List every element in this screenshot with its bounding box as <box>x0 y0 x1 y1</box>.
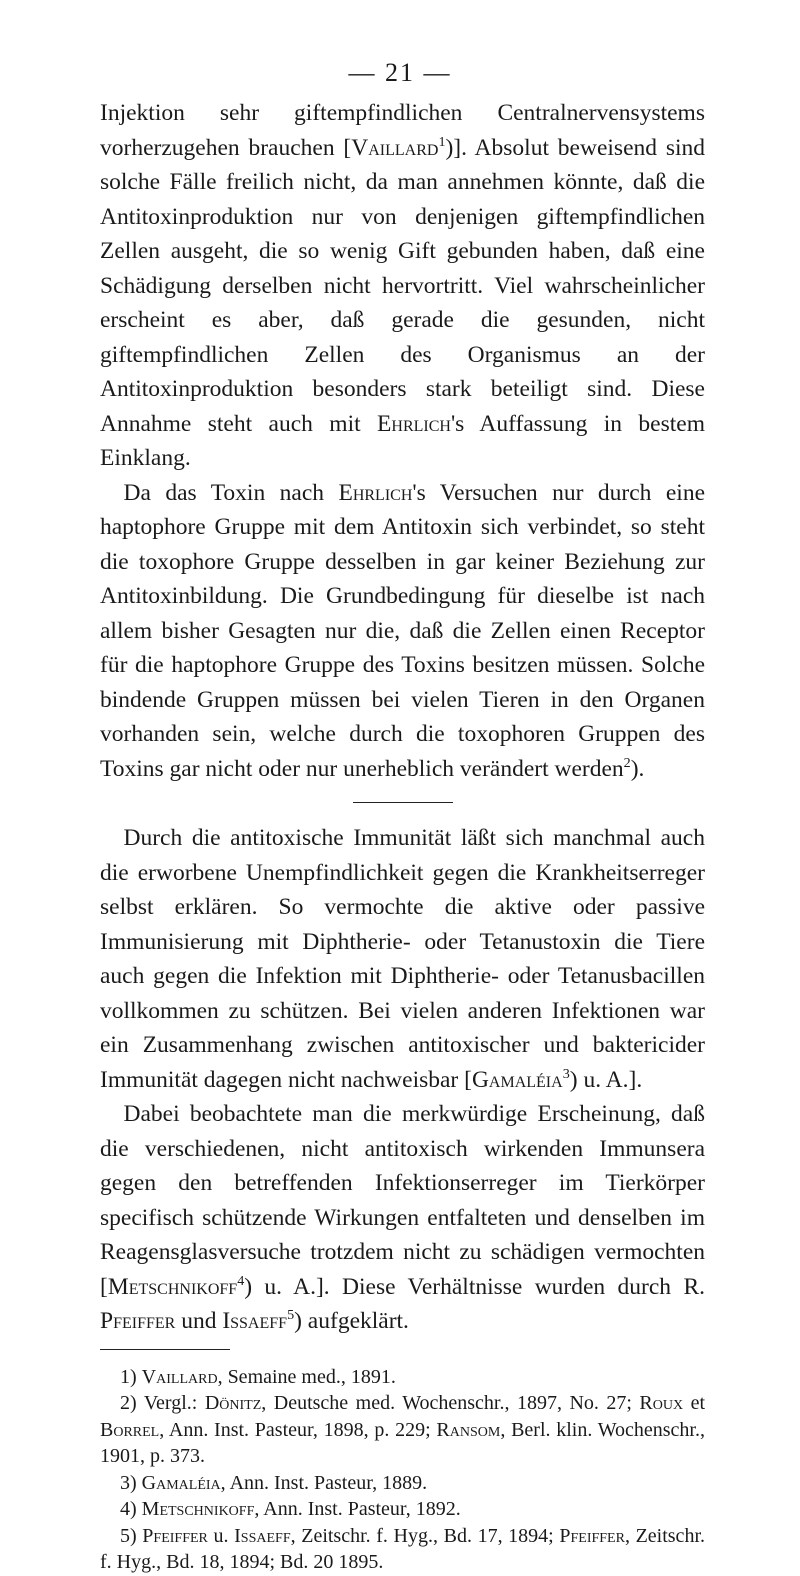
footnote-mark: 2) <box>120 1392 137 1414</box>
author-name: Ehrlich <box>338 479 413 506</box>
text-run: )]. Absolut beweisend sind solche Fälle freilich nicht, da man annehmen könnte, daß die Antitoxinproduktion nur von denjenigen giftempfindlichen Zellen ausgeht, die so wenig Gift gebunden haben, daß eine Schädigung derselben nicht hervortritt. Viel wahrscheinlicher erscheint es aber, daß gerade die gesunden, nicht giftempfindlichen Zellen des Organismus an der Antitoxinproduktion besonders stark beteiligt sind. Diese Annahme steht auch mit <box>100 134 706 437</box>
author-name: Metschnikoff <box>107 1273 238 1300</box>
footnote-divider <box>100 1349 230 1350</box>
text-run: Durch die antitoxische Immunität läßt sich manchmal auch die erworbene Unempfindlichkeit gegen die Krankheitserreger selbst erklären. So vermochte die aktive oder passive Immunisierung mit Diphtherie- oder Tetanustoxin die Tiere auch gegen die Infektion mit Diphtherie- oder Tetanusbacillen vollkommen zu schützen. Bei vielen anderen Infektionen war ein Zusammenhang zwischen antitoxischer und baktericider Immunität dagegen nicht nachweisbar [ <box>100 825 705 1093</box>
author-name: Dönitz <box>204 1392 262 1414</box>
author-name: Vaillard <box>141 1365 218 1388</box>
footnote-ref: 3 <box>562 1065 570 1082</box>
text-run: ). <box>630 755 645 782</box>
author-name: Vaillard <box>351 134 439 161</box>
footnote-4 <box>100 1496 705 1523</box>
text-run: Injektion sehr giftempfindlichen Centralnervensystems vorherzugehen brauchen [ <box>100 100 705 161</box>
footnote-ref: 5 <box>287 1307 295 1324</box>
paragraph-2 <box>100 476 705 787</box>
text-run: Vergl.: <box>143 1392 205 1414</box>
author-name: Gamaléia <box>471 1066 563 1093</box>
paragraph-4 <box>100 1097 705 1339</box>
text-run: , Zeitschr. f. Hyg., Bd. 18, 1894; Bd. 20 1895. <box>100 1524 705 1573</box>
text-run: Dabei beobachtete man die merkwürdige Erscheinung, daß die verschiedenen, nicht antitoxisch wirkenden Immunsera gegen den betreffenden Infektionserreger im Tierkörper specifisch schützende Wirkungen entfalteten und denselben im Reagensglasversuche trotzdem nicht zu schädigen vermochten [ <box>100 1101 705 1300</box>
author-name: Pfeiffer <box>559 1524 625 1547</box>
author-name: Issaeff <box>222 1308 288 1334</box>
body-text <box>100 96 705 1576</box>
footnote-5 <box>100 1523 705 1576</box>
paragraph-3 <box>100 821 705 1097</box>
paragraph-1 <box>100 96 705 476</box>
footnote-mark: 4) <box>120 1498 137 1520</box>
text-run: , Berl. klin. Wochenschr., 1901, p. 373. <box>100 1418 705 1467</box>
author-name: Pfeiffer <box>142 1524 208 1547</box>
footnote-ref: 4 <box>237 1272 245 1289</box>
section-divider <box>353 802 453 803</box>
text-run: ) aufgeklärt. <box>294 1308 409 1334</box>
footnotes <box>100 1364 705 1576</box>
text-run: ) u. A.]. Diese Verhältnisse wurden durch <box>244 1273 684 1300</box>
author-name: Roux <box>639 1392 684 1414</box>
text-run: , Ann. Inst. Pasteur, 1898, p. 229; <box>159 1418 437 1441</box>
footnote-mark: 5) <box>120 1524 137 1547</box>
text-run: Da das Toxin nach <box>123 479 339 506</box>
text-run: und <box>175 1308 223 1334</box>
text-run: u. <box>207 1524 235 1547</box>
author-name: Gamaléia <box>141 1471 221 1494</box>
author-name: Ehrlich <box>377 410 451 437</box>
footnote-mark: 1) <box>120 1365 137 1388</box>
footnote-3 <box>100 1470 705 1497</box>
footnote-2 <box>100 1390 705 1470</box>
author-name: Metschnikoff <box>141 1498 255 1520</box>
author-name: Ransom <box>436 1418 501 1441</box>
text-run: , Semaine med., 1891. <box>217 1365 396 1388</box>
text-run: , Deutsche med. Wochenschr., 1897, No. 27; <box>261 1392 640 1414</box>
text-run: ) u. A.]. <box>569 1066 643 1093</box>
text-run: et <box>683 1392 706 1414</box>
footnote-1 <box>100 1364 705 1391</box>
text-run: , Zeitschr. f. Hyg., Bd. 17, 1894; <box>290 1524 560 1547</box>
text-run: , Ann. Inst. Pasteur, 1889. <box>220 1471 428 1494</box>
text-run: 's Auffassung in bestem Einklang. <box>100 410 705 471</box>
text-run: 's Versuchen nur durch eine haptophore Gruppe mit dem Antitoxin sich verbindet, so steht die toxophore Gruppe desselben in gar keiner Beziehung zur Antitoxinbildung. Die Grundbedingung für dieselbe ist nach allem bisher Gesagten nur die, daß die Zellen einen Receptor für die haptophore Gruppe des Toxins besitzen müssen. Solche bindende Gruppen müssen bei vielen Tieren in den Organen vorhanden sein, welche durch die toxophoren Gruppen des Toxins gar nicht oder nur unerheblich verändert werden <box>100 479 706 782</box>
author-name: R. Pfeiffer <box>100 1273 705 1334</box>
author-name: Borrel <box>100 1418 160 1441</box>
author-name: Issaeff <box>234 1524 291 1547</box>
footnote-mark: 3) <box>120 1471 137 1494</box>
footnote-ref: 2 <box>623 754 631 771</box>
text-run: , Ann. Inst. Pasteur, 1892. <box>254 1498 461 1520</box>
footnote-ref: 1 <box>438 133 446 150</box>
page-number: — 21 — <box>348 58 452 87</box>
